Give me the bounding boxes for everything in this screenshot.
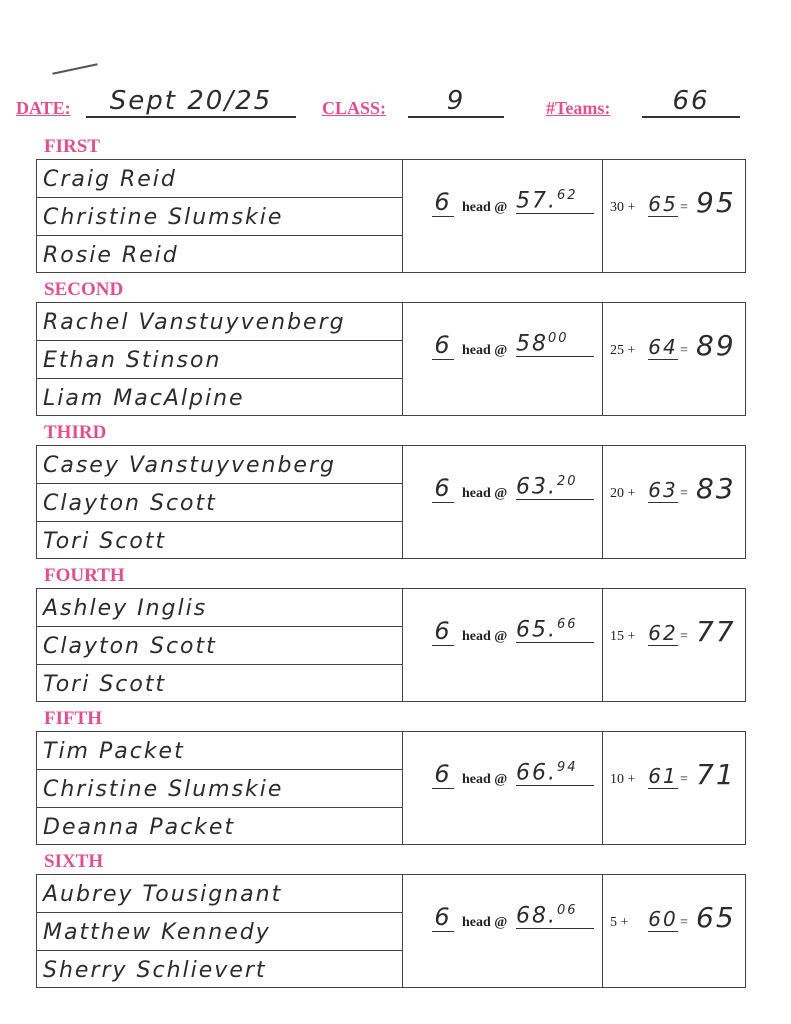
team-member-name: Tori Scott (43, 529, 167, 554)
price-main: 68. (516, 903, 557, 929)
price-main: 57. (516, 188, 557, 214)
team-names (37, 875, 403, 987)
team-member-name: Clayton Scott (37, 484, 402, 522)
team-member-name: Clayton Scott (37, 627, 402, 665)
placing-box (36, 159, 746, 273)
price-value (516, 188, 594, 214)
base-points: 5 + (610, 915, 629, 930)
section-title: SIXTH (44, 851, 104, 872)
price-value (516, 903, 594, 929)
price-cents: 66 (557, 617, 578, 632)
section-title: FOURTH (44, 565, 125, 586)
placing-box (36, 302, 746, 416)
team-names (37, 160, 403, 272)
team-member-name: Sherry Schlievert (43, 958, 267, 983)
equals-sign: = (680, 629, 688, 644)
head-count: 6 (432, 903, 454, 932)
bonus-points: 60 (648, 907, 678, 931)
base-points: 10 + (610, 772, 636, 787)
teams-value: 66 (642, 86, 740, 118)
price-cell (402, 732, 603, 844)
team-member-name: Tim Packet (37, 732, 402, 770)
points-cell (602, 732, 745, 844)
placing-box (36, 588, 746, 702)
team-member-name: Aubrey Tousignant (37, 875, 402, 913)
team-member-name: Liam MacAlpine (43, 386, 245, 411)
total-points: 89 (696, 329, 736, 362)
head-at-label: head @ (462, 915, 508, 930)
total-points: 83 (696, 472, 736, 505)
date-value: Sept 20/25 (86, 86, 296, 118)
price-cents: 94 (557, 760, 578, 775)
pen-stroke-mark (52, 63, 97, 75)
base-points: 25 + (610, 343, 636, 358)
class-label: CLASS: (322, 98, 387, 118)
points-cell (602, 446, 745, 558)
price-cell (402, 875, 603, 987)
section-title: FIFTH (44, 708, 103, 729)
head-count: 6 (432, 474, 454, 503)
head-count: 6 (432, 188, 454, 217)
equals-sign: = (680, 772, 688, 787)
team-names (37, 446, 403, 558)
team-member-name: Rosie Reid (43, 243, 179, 268)
price-main: 66. (516, 760, 557, 786)
points-cell (602, 589, 745, 701)
header (0, 84, 791, 130)
team-member-name: Ashley Inglis (37, 589, 402, 627)
price-value (516, 331, 594, 357)
head-at-label: head @ (462, 343, 508, 358)
price-cents: 20 (557, 474, 578, 489)
head-count: 6 (432, 331, 454, 360)
base-points: 15 + (610, 629, 636, 644)
price-value (516, 617, 594, 643)
price-cell (402, 303, 603, 415)
team-member-name: Deanna Packet (43, 815, 236, 840)
head-at-label: head @ (462, 486, 508, 501)
team-member-name: Christine Slumskie (37, 770, 402, 808)
price-cents: 00 (548, 331, 569, 346)
equals-sign: = (680, 200, 688, 215)
price-cents: 62 (557, 188, 578, 203)
head-count: 6 (432, 760, 454, 789)
price-main: 58 (516, 331, 548, 357)
equals-sign: = (680, 915, 688, 930)
base-points: 20 + (610, 486, 636, 501)
price-value (516, 760, 594, 786)
bonus-points: 65 (648, 192, 678, 216)
teams-label: #Teams: (546, 98, 611, 118)
price-cents: 06 (557, 903, 578, 918)
section-title: THIRD (44, 422, 107, 443)
price-cell (402, 446, 603, 558)
equals-sign: = (680, 486, 688, 501)
team-member-name: Rachel Vanstuyvenberg (37, 303, 402, 341)
team-names (37, 303, 403, 415)
total-points: 95 (696, 186, 736, 219)
bonus-points: 62 (648, 621, 678, 645)
head-at-label: head @ (462, 772, 508, 787)
price-cell (402, 160, 603, 272)
team-member-name: Ethan Stinson (37, 341, 402, 379)
team-member-name: Casey Vanstuyvenberg (37, 446, 402, 484)
head-at-label: head @ (462, 629, 508, 644)
equals-sign: = (680, 343, 688, 358)
team-names (37, 589, 403, 701)
base-points: 30 + (610, 200, 636, 215)
head-count: 6 (432, 617, 454, 646)
points-cell (602, 303, 745, 415)
bonus-points: 61 (648, 764, 678, 788)
placing-box (36, 445, 746, 559)
bonus-points: 63 (648, 478, 678, 502)
placing-box (36, 731, 746, 845)
placing-box (36, 874, 746, 988)
price-value (516, 474, 594, 500)
points-cell (602, 160, 745, 272)
team-names (37, 732, 403, 844)
total-points: 71 (696, 758, 736, 791)
section-title: FIRST (44, 136, 100, 157)
points-cell (602, 875, 745, 987)
section-title: SECOND (44, 279, 124, 300)
total-points: 65 (696, 901, 736, 934)
price-main: 65. (516, 617, 557, 643)
date-label: DATE: (16, 98, 71, 118)
class-value: 9 (408, 86, 504, 118)
price-main: 63. (516, 474, 557, 500)
team-member-name: Christine Slumskie (37, 198, 402, 236)
team-member-name: Craig Reid (37, 160, 402, 198)
head-at-label: head @ (462, 200, 508, 215)
total-points: 77 (696, 615, 736, 648)
team-member-name: Matthew Kennedy (37, 913, 402, 951)
price-cell (402, 589, 603, 701)
bonus-points: 64 (648, 335, 678, 359)
team-member-name: Tori Scott (43, 672, 167, 697)
